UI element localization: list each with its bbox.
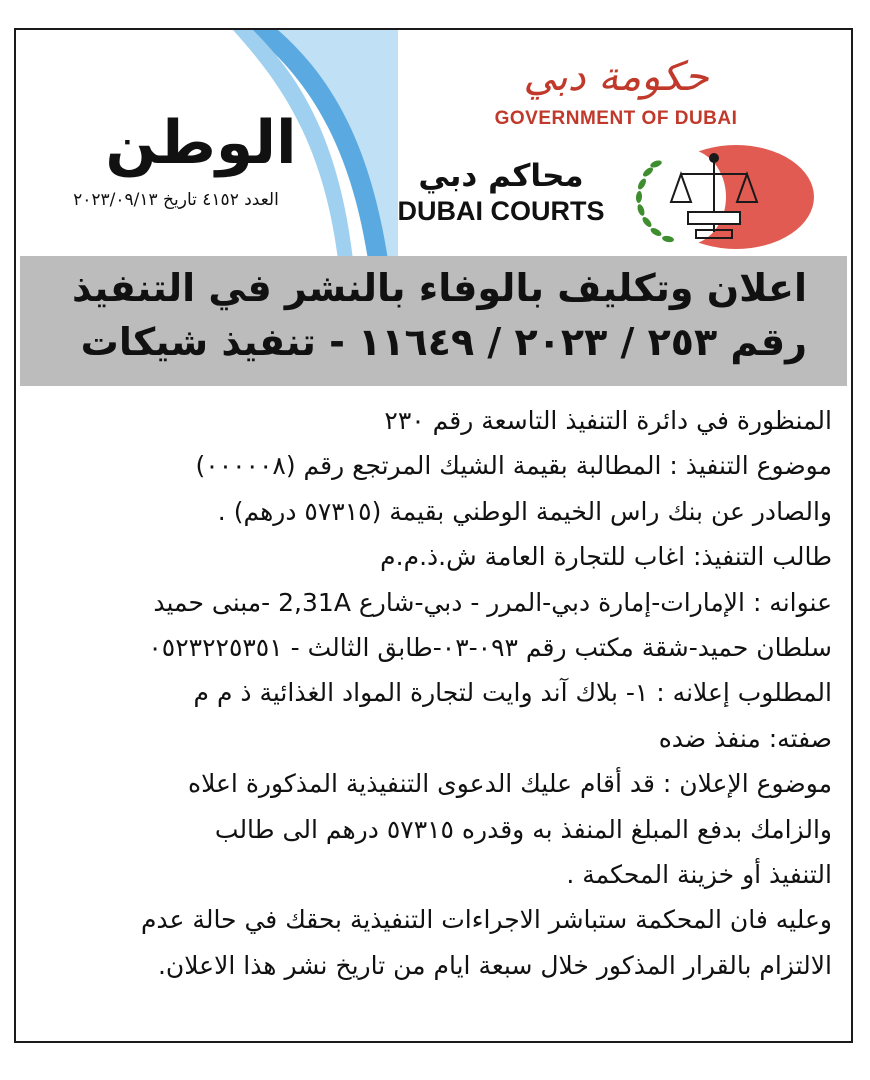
body-line: والزامك بدفع المبلغ المنفذ به وقدره ٥٧٣١٥ درهم الى طالب bbox=[214, 814, 832, 844]
notice-frame bbox=[14, 28, 853, 1043]
notice-body bbox=[36, 398, 832, 988]
body-line: التنفيذ أو خزينة المحكمة . bbox=[566, 860, 832, 890]
notice-title-line-1: اعلان وتكليف بالوفاء بالنشر في التنفيذ bbox=[72, 266, 807, 310]
body-line: المنظورة في دائرة التنفيذ التاسعة رقم ٢٣٠ bbox=[384, 406, 832, 435]
body-line: صفته: منفذ ضده bbox=[658, 723, 832, 753]
issue-number-date: العدد ٤١٥٢ تاريخ ٢٠٢٣/٠٩/١٣ bbox=[73, 190, 279, 210]
body-line: وعليه فان المحكمة ستباشر الاجراءات التنفيذية بحقك في حالة عدم bbox=[140, 905, 832, 935]
body-line: طالب التنفيذ: اغاب للتجارة العامة ش.ذ.م.م bbox=[380, 542, 832, 572]
body-line: سلطان حميد-شقة مكتب رقم ٠٩٣-٠٣-طابق الثالث - ٠٥٢٣٢٢٥٣٥١ bbox=[148, 633, 832, 663]
notice-title-banner bbox=[20, 256, 847, 386]
newspaper-name: الوطن bbox=[105, 108, 297, 178]
government-name-arabic: حكومة دبي bbox=[523, 54, 709, 100]
dubai-courts-emblem bbox=[626, 142, 816, 252]
body-line: المطلوب إعلانه : ١- بلاك آند وايت لتجارة المواد الغذائية ذ م م bbox=[193, 678, 832, 708]
government-name-english: GOVERNMENT OF DUBAI bbox=[494, 108, 738, 129]
body-line: والصادر عن بنك راس الخيمة الوطني بقيمة (٥٧٣١٥ درهم) . bbox=[217, 496, 832, 526]
body-line: الالتزام بالقرار المذكور خلال سبعة ايام من تاريخ نشر هذا الاعلان. bbox=[157, 950, 832, 980]
courts-name-arabic: محاكم دبي bbox=[418, 158, 584, 194]
notice-title-line-2: رقم ٢٥٣ / ٢٠٢٣ / ١١٦٤٩ - تنفيذ شيكات bbox=[80, 320, 807, 364]
body-line: موضوع الإعلان : قد أقام عليك الدعوى التنفيذية المذكورة اعلاه bbox=[188, 769, 832, 799]
courts-name-english: DUBAI COURTS bbox=[397, 196, 605, 226]
body-line: عنوانه : الإمارات-إمارة دبي-المرر - دبي-شارع 2,31A -مبنى حميد bbox=[153, 587, 832, 617]
body-line: موضوع التنفيذ : المطالبة بقيمة الشيك المرتجع رقم (٠٠٠٠٠٨) bbox=[195, 451, 832, 481]
